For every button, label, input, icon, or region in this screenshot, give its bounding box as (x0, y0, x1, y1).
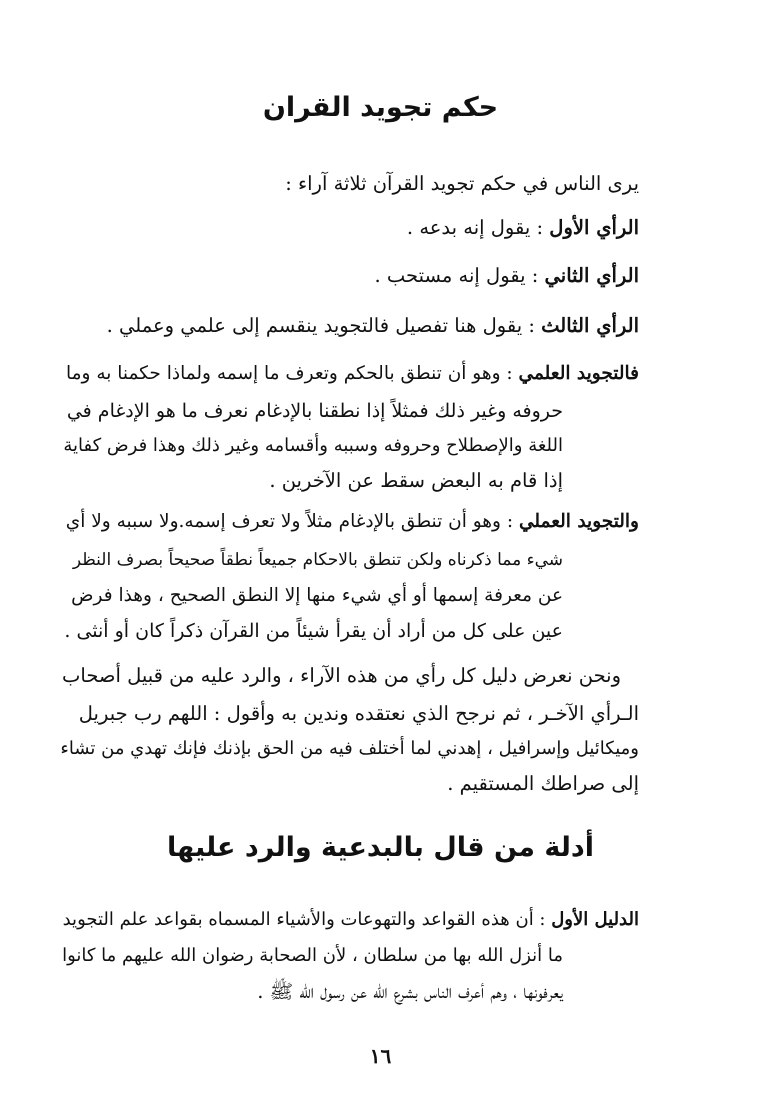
opinion-first (407, 214, 639, 242)
evidence-first-line (63, 906, 639, 934)
scientific-line: اللغة والإصطلاح وحروفه وسببه وأقسامه وغير ذلك وهذا فرض كفاية (63, 435, 563, 456)
scientific-first-line (66, 360, 639, 388)
intro-line: يرى الناس في حكم تجويد القرآن ثلاثة آراء : (285, 172, 639, 195)
closing-line: الـرأي الآخـر ، ثم نرجح الذي نعتقده وندين به وأقول : اللهم رب جبريل (78, 702, 639, 725)
opinion-second-label: الرأي الثاني (544, 264, 639, 287)
page-number: ١٦ (369, 1044, 392, 1068)
opinion-first-text: : يقول إنه بدعه . (406, 216, 550, 239)
evidence-line: يعرفونها ، وهم أعرف الناس بشرع الله عن رسول الله ﷺ . (257, 980, 563, 1003)
practical-label: والتجويد العملي (518, 511, 639, 532)
closing-line: إلى صراطك المستقيم . (447, 772, 639, 795)
opinion-first-label: الرأي الأول (549, 216, 639, 239)
scientific-first-text: : وهو أن تنطق بالحكم وتعرف ما إسمه ولماذا حكمنا به وما (65, 363, 519, 384)
closing-line: ونحن نعرض دليل كل رأي من هذه الآراء ، والرد عليه من قبيل أصحاب (62, 664, 621, 687)
closing-line: وميكائيل وإسرافيل ، إهدني لما أختلف فيه من الحق بإذنك فإنك تهدي من تشاء (60, 738, 639, 759)
opinion-second-text: : يقول إنه مستحب . (374, 264, 545, 287)
scientific-line: إذا قام به البعض سقط عن الآخرين . (269, 469, 563, 492)
practical-line: عين على كل من أراد أن يقرأ شيئاً من القرآن ذكراً كان أو أنثى . (64, 620, 563, 642)
opinion-second (374, 262, 639, 290)
main-heading: حكم تجويد القران (262, 92, 499, 123)
scientific-label: فالتجويد العلمي (518, 363, 639, 384)
opinion-third-label: الرأي الثالث (541, 314, 639, 337)
practical-line: شيء مما ذكرناه ولكن تنطق بالاحكام جميعاً نطقاً صحيحاً بصرف النظر (72, 550, 563, 570)
practical-line: عن معرفة إسمها أو أي شيء منها إلا النطق الصحيح ، وهذا فرض (71, 585, 563, 606)
second-heading: أدلة من قال بالبدعية والرد عليها (166, 832, 595, 863)
scientific-line: حروفه وغير ذلك فمثلاً إذا نطقنا بالإدغام نعرف ما هو الإدغام في (66, 400, 563, 422)
practical-first-text: : وهو أن تنطق بالإدغام مثلاً ولا تعرف إسمه.ولا سببه ولا أي (65, 511, 519, 532)
evidence-label: الدليل الأول (551, 909, 639, 930)
opinion-third (107, 312, 639, 340)
opinion-third-text: : يقول هنا تفصيل فالتجويد ينقسم إلى علمي وعملي . (106, 314, 542, 337)
evidence-first-text: : أن هذه القواعد والتهوعات والأشياء المسماه بقواعد علم التجويد (62, 909, 552, 930)
practical-first-line (66, 508, 639, 536)
evidence-line: ما أنزل الله بها من سلطان ، لأن الصحابة رضوان الله عليهم ما كانوا (62, 945, 563, 966)
